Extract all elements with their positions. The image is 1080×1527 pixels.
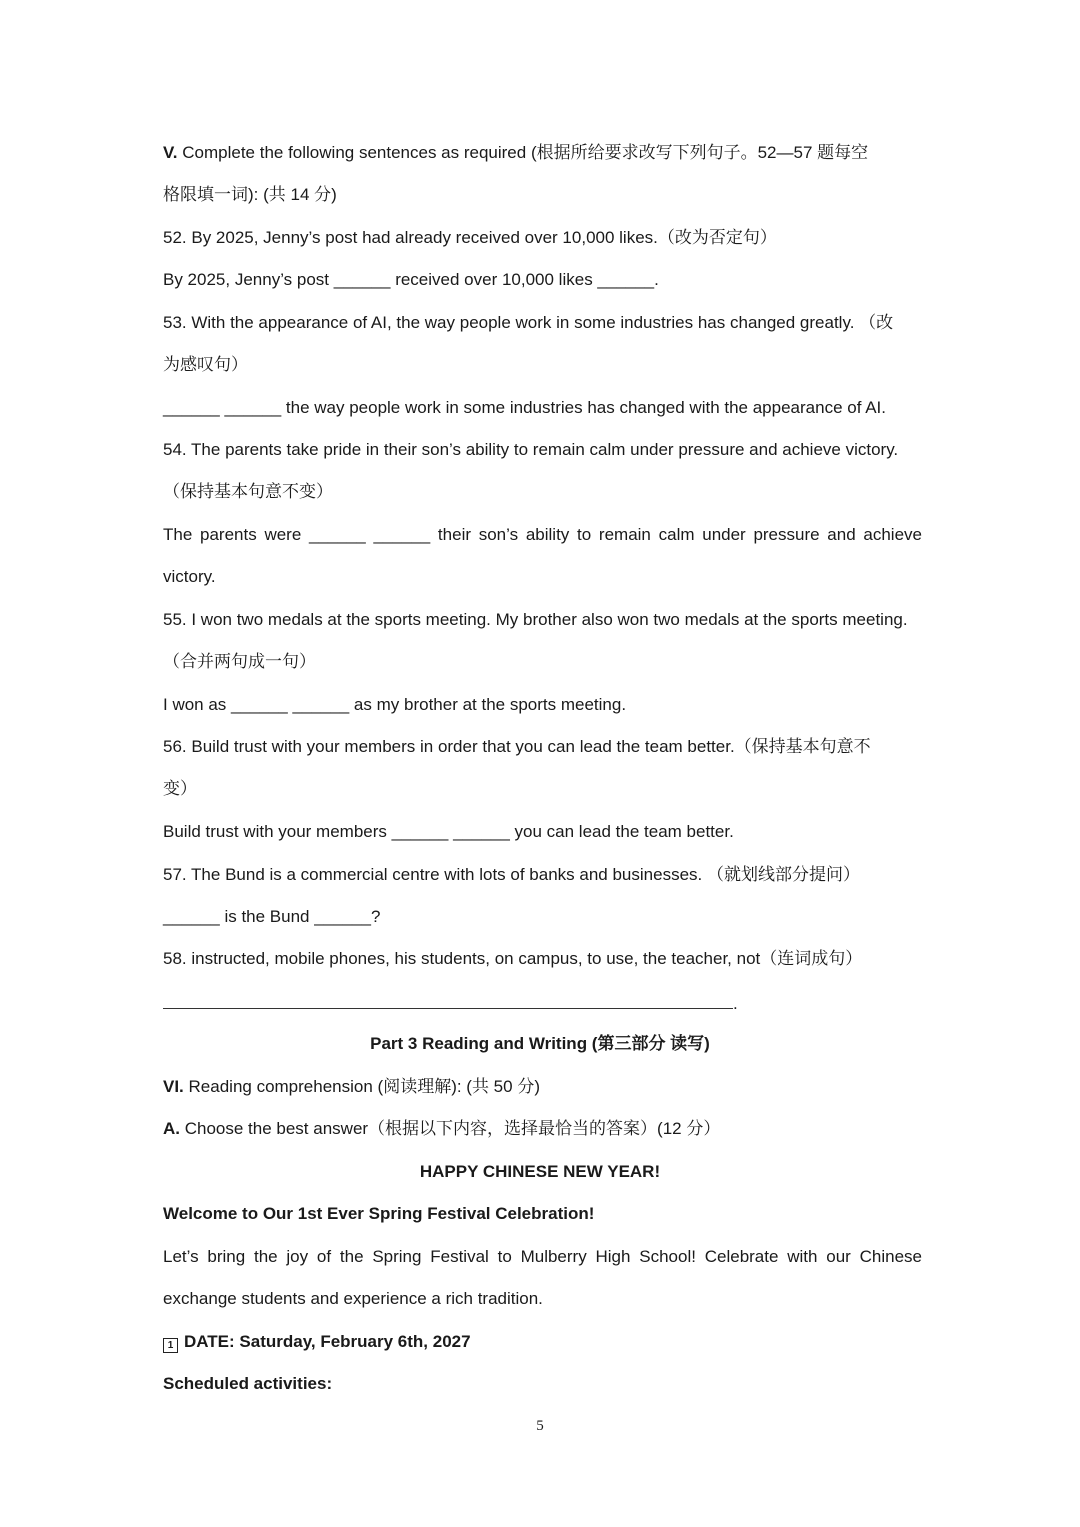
q57-question: 57. The Bund is a commercial centre with lots of banks and businesses. （就划线部分提问） xyxy=(163,865,860,884)
q52-question: 52. By 2025, Jenny’s post had already received over 10,000 likes.（改为否定句） xyxy=(163,228,777,247)
section-v-heading xyxy=(163,142,922,164)
q56-question-cont: 变） xyxy=(163,779,197,798)
q54-question: 54. The parents take pride in their son’s ability to remain calm under pressure and achieve victory. xyxy=(163,440,899,459)
section-a-label: A. xyxy=(163,1119,180,1138)
passage-title: HAPPY CHINESE NEW YEAR! xyxy=(419,1162,661,1181)
page-number: 5 xyxy=(536,1418,544,1434)
activities-heading: Scheduled activities: xyxy=(163,1374,333,1393)
q55-question: 55. I won two medals at the sports meeting. My brother also won two medals at the sports meeting. xyxy=(163,610,908,629)
section-v-text: Complete the following sentences as required (根据所给要求改写下列句子。52—57 题每空 xyxy=(177,143,869,162)
passage-body-line2: exchange students and experience a rich tradition. xyxy=(163,1289,543,1308)
q56-question: 56. Build trust with your members in order that you can lead the team better.（保持基本句意不 xyxy=(163,737,871,756)
passage-welcome: Welcome to Our 1st Ever Spring Festival Celebration! xyxy=(163,1204,595,1223)
q52-answer: By 2025, Jenny’s post ______ received over 10,000 likes ______. xyxy=(163,270,659,289)
q53-question-cont: 为感叹句） xyxy=(163,355,248,374)
calendar-icon: 1 xyxy=(163,1338,178,1353)
section-v-heading-cont: 格限填一词): (共 14 分) xyxy=(163,185,337,204)
q58-answer-line xyxy=(163,1008,733,1009)
q55-answer: I won as ______ ______ as my brother at the sports meeting. xyxy=(163,695,627,714)
q57-answer: ______ is the Bund ______? xyxy=(163,907,381,926)
q53-question: 53. With the appearance of AI, the way people work in some industries has changed greatly. （改 xyxy=(163,313,894,332)
section-vi-heading xyxy=(163,1076,922,1098)
section-v-label: V. xyxy=(163,143,178,162)
passage-date-text: DATE: Saturday, February 6th, 2027 xyxy=(184,1332,471,1351)
q58-question: 58. instructed, mobile phones, his students, on campus, to use, the teacher, not（连词成句） xyxy=(163,949,863,968)
q56-answer: Build trust with your members ______ ______ you can lead the team better. xyxy=(163,822,734,841)
passage-date xyxy=(163,1331,922,1353)
passage-body-line1: Let’s bring the joy of the Spring Festival to Mulberry High School! Celebrate with our Chinese xyxy=(163,1247,922,1266)
q54-answer-cont: victory. xyxy=(163,567,216,586)
q54-question-cont: （保持基本句意不变） xyxy=(163,482,333,501)
section-vi-label: VI. xyxy=(163,1077,184,1096)
q53-answer: ______ ______ the way people work in some industries has changed with the appearance of AI. xyxy=(163,398,886,417)
q55-question-cont: （合并两句成一句） xyxy=(163,652,316,671)
section-vi-text: Reading comprehension (阅读理解): (共 50 分) xyxy=(183,1077,540,1096)
section-a-heading xyxy=(163,1118,922,1140)
q54-answer: The parents were ______ ______ their son’s ability to remain calm under pressure and achieve xyxy=(163,525,922,544)
part3-title: Part 3 Reading and Writing (第三部分 读写) xyxy=(370,1034,710,1053)
q58-answer-end: . xyxy=(733,994,738,1013)
section-a-text: Choose the best answer（根据以下内容，选择最恰当的答案）(12 分） xyxy=(180,1119,721,1138)
